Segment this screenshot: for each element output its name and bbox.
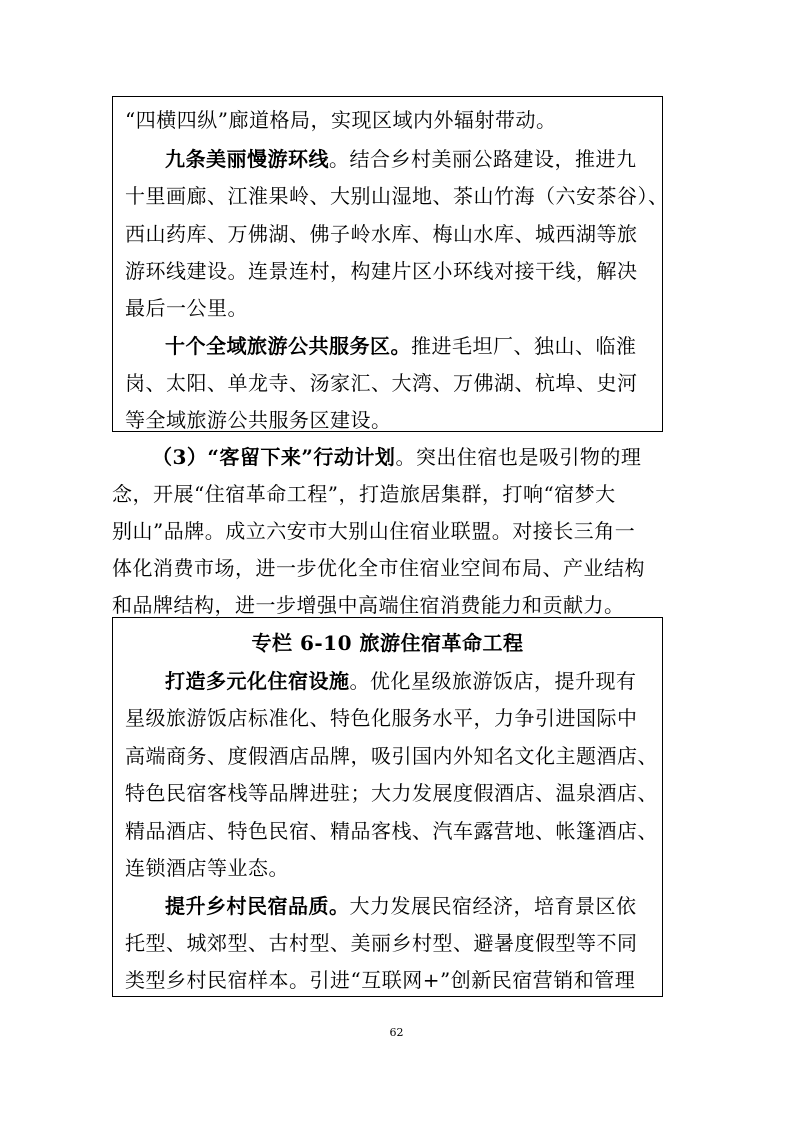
text-line: “四横四纵”廊道格局，实现区域内外辐射带动。: [125, 108, 557, 132]
text-line: 连锁酒店等业态。: [125, 856, 289, 880]
text-line: 星级旅游饭店标准化、特色化服务水平，力争引进国际中: [125, 706, 638, 730]
table-box-accommodation: [112, 617, 663, 997]
paragraph-title: 提升乡村民宿品质。: [165, 894, 350, 918]
text-run: 大力发展民宿经济，培育景区依: [349, 894, 637, 918]
text-line: 念，开展“住宿革命工程”，打造旅居集群，打响“宿梦大: [112, 482, 616, 506]
text-run: 推进毛坦厂、独山、临淮: [411, 334, 637, 358]
text-run: 。突出住宿也是吸引物的理: [395, 445, 642, 469]
text-line: 岗、太阳、单龙寺、汤家汇、大湾、万佛湖、杭埠、史河: [125, 371, 638, 395]
text-run: 。结合乡村美丽公路建设，推进九: [329, 147, 637, 171]
text-line: 别山”品牌。成立六安市大别山住宿业联盟。对接长三角一: [112, 519, 636, 543]
text-run: 。优化星级旅游饭店，提升现有: [349, 669, 637, 693]
page-number: 62: [389, 1026, 404, 1039]
paragraph-title: （3）“客留下来”行动计划: [152, 445, 396, 469]
text-line: 精品酒店、特色民宿、精品客栈、汽车露营地、帐篷酒店、: [125, 819, 658, 843]
paragraph-service-areas: [165, 333, 662, 359]
text-line: 最后一公里。: [125, 296, 248, 320]
text-line: 等全域旅游公共服务区建设。: [125, 408, 392, 432]
paragraph-slow-tour-loops: [165, 146, 662, 172]
text-line: 特色民宿客栈等品牌进驻；大力发展度假酒店、温泉酒店、: [125, 781, 658, 805]
paragraph-rural-homestay: [165, 893, 662, 919]
paragraph-diverse-lodging: [165, 668, 662, 694]
table-box-corridors: [112, 96, 669, 432]
text-line: 体化消费市场，进一步优化全市住宿业空间布局、产业结构: [112, 556, 645, 580]
text-line: 高端商务、度假酒店品牌，吸引国内外知名文化主题酒店、: [125, 744, 658, 768]
paragraph-title: 打造多元化住宿设施: [165, 669, 350, 693]
paragraph-title: 十个全域旅游公共服务区。: [165, 334, 411, 358]
text-line: 十里画廊、江淮果岭、大别山湿地、茶山竹海（六安茶谷）、: [125, 184, 669, 208]
text-line: 类型乡村民宿样本。引进“互联网+”创新民宿营销和管理: [125, 968, 636, 992]
text-line: 西山药库、万佛湖、佛子岭水库、梅山水库、城西湖等旅: [125, 222, 638, 246]
paragraph-stay-plan: [152, 444, 663, 470]
paragraph-title: 九条美丽慢游环线: [165, 147, 329, 171]
text-line: 和品牌结构，进一步增强中高端住宿消费能力和贡献力。: [112, 593, 625, 617]
text-line: 托型、城郊型、古村型、美丽乡村型、避暑度假型等不同: [125, 931, 638, 955]
text-line: 游环线建设。连景连村，构建片区小环线对接干线，解决: [125, 259, 638, 283]
box-heading: 专栏 6-10 旅游住宿革命工程: [251, 631, 524, 655]
